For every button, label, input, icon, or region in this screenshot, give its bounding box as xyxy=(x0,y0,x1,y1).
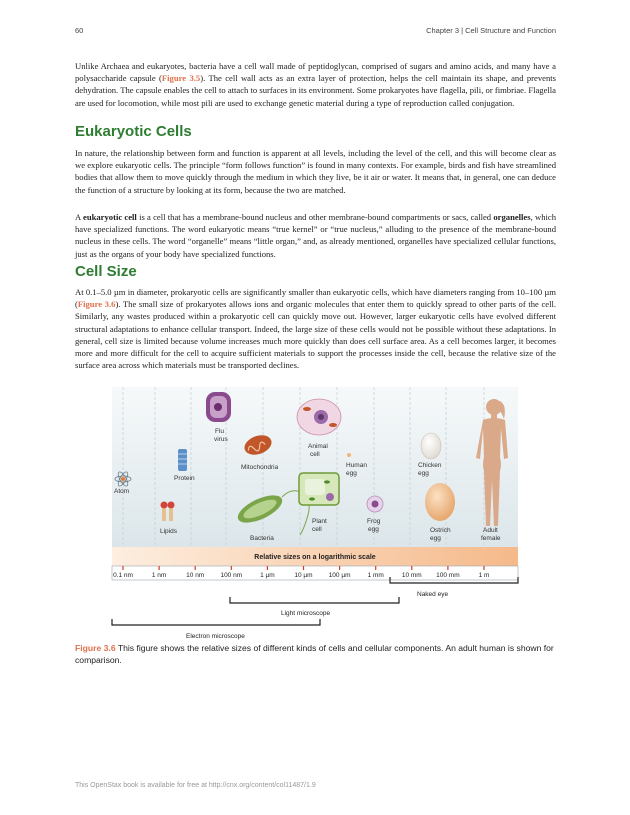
label-animal: Animal xyxy=(308,443,328,450)
label-virus: virus xyxy=(214,436,228,443)
tick-label: 1 m xyxy=(478,572,490,579)
eukaryotic-paragraph-1: In nature, the relationship between form and function is apparent at all levels, including the level of the cell, and this will become clear as we explore eukaryotic cells. The principle “form follows function” is found in many contexts. For example, birds and fish have streamlined bodies that allow them to move quickly through the medium in which they live, be it air or water. It means that, in general, one can deduce the function of a structure by looking at its form, because the two are matched. xyxy=(75,148,556,195)
intro-paragraph: Unlike Archaea and eukaryotes, bacteria have a cell wall made of peptidoglycan, comprised of sugars and amino acids, and many have a polysaccharide capsule (Figure 3.5). The cell wall acts as an extra layer of protection, helps the cell maintain its shape, and prevents dehydration. The capsule enables the cell to attach to surfaces in its environment. Some prokaryotes have flagella, pili, or fimbriae. Flagella are used for locomotion, while most pili are used to exchange genetic material during a type of reproduction called conjugation. xyxy=(75,61,557,108)
label-ostrich-egg: egg xyxy=(430,535,441,542)
eukaryotic-paragraph-2: A eukaryotic cell is a cell that has a membrane-bound nucleus and other membrane-bound compartments or sacs, called organelles, which have specialized functions. The word eukaryotic means “true kernel” or “true nucleus,” alluding to the presence of the membrane-bound nucleus in these cells. The word “organelle” means “little organ,” and, as already mentioned, organelles have specialized cellular functions, just as the organs of your body have specialized functions. xyxy=(75,212,556,259)
page-number: 60 xyxy=(75,26,84,35)
animal-cell-icon xyxy=(297,399,341,435)
figure-caption: Figure 3.6 This figure shows the relative sizes of different kinds of cells and cellular components. An adult human is shown for comparison. xyxy=(75,643,554,665)
label-lipids: Lipids xyxy=(160,528,177,535)
ostrich-egg-icon xyxy=(425,483,455,521)
chapter-title: Chapter 3 | Cell Structure and Function xyxy=(426,26,556,35)
electron-microscope-bracket xyxy=(112,619,320,625)
tick-label: 100 µm xyxy=(328,572,351,579)
label-light-microscope: Light microscope xyxy=(281,610,331,617)
tick-label: 1 mm xyxy=(367,572,384,579)
label-human-egg: egg xyxy=(346,470,357,477)
tick-label: 10 mm xyxy=(401,572,422,579)
label-chicken: Chicken xyxy=(418,462,442,469)
label-bacteria: Bacteria xyxy=(250,535,274,542)
term-organelles: organelles xyxy=(493,212,531,222)
flu-virus-icon xyxy=(206,392,231,422)
page-footer: This OpenStax book is available for free at http://cnx.org/content/col11487/1.9 xyxy=(75,782,316,789)
cell-size-paragraph: At 0.1–5.0 µm in diameter, prokaryotic cells are significantly smaller than eukaryotic cells, which have diameters ranging from 10–100 µm (Figure 3.6). The small size of prokaryotes allows ions and organic molecules that enter them to quickly spread to other parts of the cell. Similarly, any wastes produced within a prokaryotic cell can quickly move out. However, larger eukaryotic cells have evolved different structural adaptations to enhance cellular transport. Indeed, the large size of these cells would not be possible without these adaptations. In general, cell size is limited because volume increases much more quickly than does cell surface area. As a cell becomes larger, it becomes more and more difficult for the cell to acquire sufficient materials to support the processes inside the cell, because the relative size of the surface area across which materials must be transported declines. xyxy=(75,287,556,371)
figure-3-5-link[interactable]: Figure 3.5 xyxy=(161,73,201,84)
light-microscope-bracket xyxy=(230,597,399,603)
protein-icon xyxy=(178,449,187,471)
term-eukaryotic-cell: eukaryotic cell xyxy=(83,212,137,222)
label-mitochondria: Mitochondria xyxy=(241,464,279,471)
label-atom: Atom xyxy=(114,488,130,495)
label-ostrich: Ostrich xyxy=(430,527,451,534)
tick-label: 10 µm xyxy=(294,572,313,579)
chicken-egg-icon xyxy=(421,433,441,459)
label-chicken-egg: egg xyxy=(418,470,429,477)
label-electron-microscope: Electron microscope xyxy=(186,633,245,640)
label-animal-cell: cell xyxy=(310,451,320,458)
human-egg-icon xyxy=(347,453,351,457)
tick-label: 0.1 nm xyxy=(113,572,133,579)
tick-label: 1 nm xyxy=(151,572,167,579)
label-protein: Protein xyxy=(174,475,195,482)
label-human: Human xyxy=(346,462,367,469)
tick-label: 1 µm xyxy=(260,572,275,579)
figure-3-6-link[interactable]: Figure 3.6 xyxy=(77,299,116,310)
caption-label: Figure 3.6 xyxy=(75,643,116,653)
label-naked-eye: Naked eye xyxy=(417,591,449,598)
label-plant-cell: cell xyxy=(312,526,322,533)
cell-size-heading: Cell Size xyxy=(75,263,137,280)
scale-title: Relative sizes on a logarithmic scale xyxy=(254,554,376,561)
tick-label: 10 nm xyxy=(186,572,205,579)
label-frog: Frog xyxy=(367,518,381,525)
label-adult-female: female xyxy=(481,535,501,542)
eukaryotic-cells-heading: Eukaryotic Cells xyxy=(75,123,192,140)
label-frog-egg: egg xyxy=(368,526,379,533)
relative-size-figure xyxy=(100,387,530,642)
label-plant: Plant xyxy=(312,518,327,525)
frog-egg-icon xyxy=(367,496,383,512)
label-flu: Flu xyxy=(215,428,225,435)
tick-label: 100 mm xyxy=(436,572,460,579)
label-adult: Adult xyxy=(483,527,498,534)
plant-cell-icon xyxy=(299,473,339,505)
tick-label: 100 nm xyxy=(220,572,243,579)
